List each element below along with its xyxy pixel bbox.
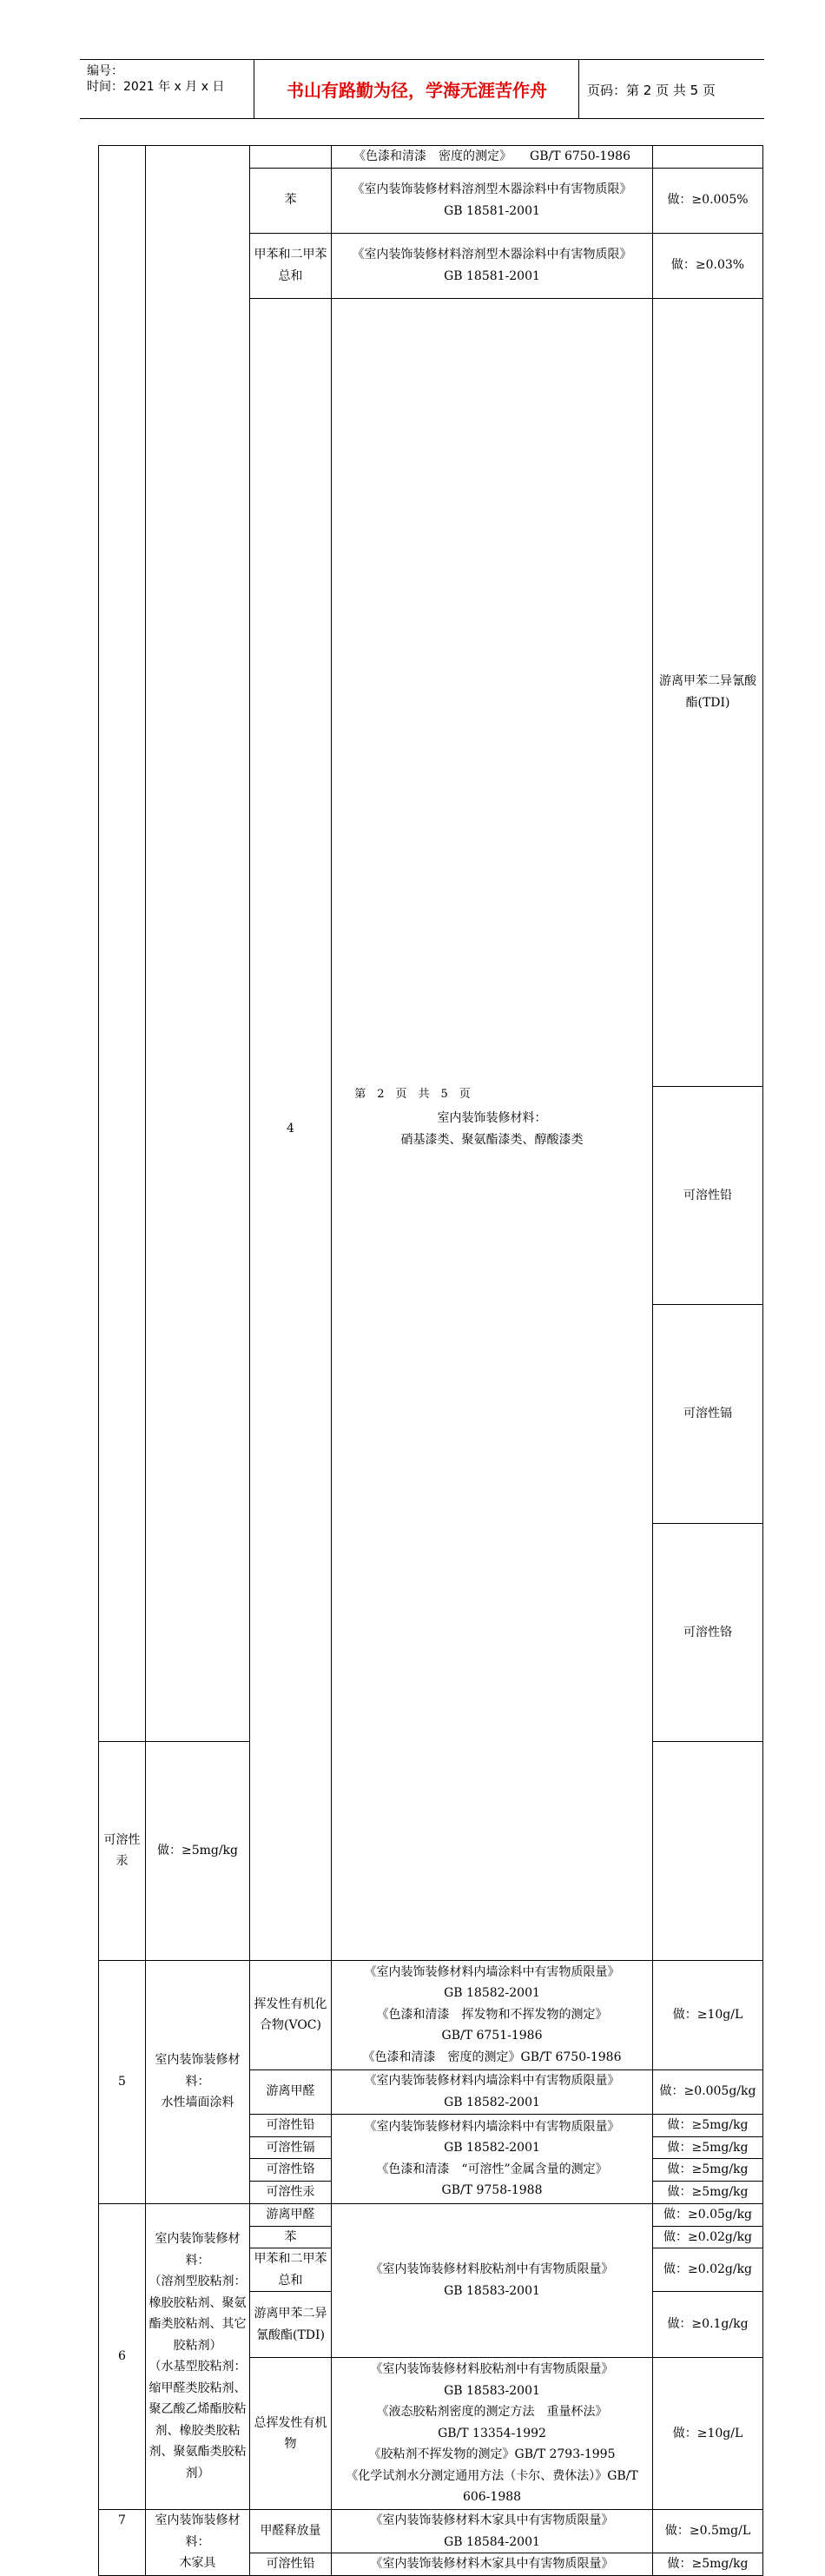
cell-text-line: GB 18581-2001 [444, 268, 540, 283]
table-cell [332, 2069, 653, 2114]
cell-text-line: GB/T 13354-1992 [438, 2426, 546, 2440]
cell-text-line: 《胶粘剂不挥发物的测定》GB/T 2793-1995 [368, 2447, 616, 2462]
header-info [87, 63, 224, 95]
table-cell [653, 2182, 763, 2204]
table-cell [653, 2248, 763, 2292]
cell-text-line: 4 [287, 1122, 294, 1136]
cell-text-line: GB/T 9758-1988 [441, 2183, 543, 2197]
cell-text-line: 《色漆和清漆 密度的测定》GB/T 6750-1986 [362, 2050, 622, 2064]
cell-text-line: 苯 [284, 193, 297, 208]
table-cell [332, 2358, 653, 2510]
table-cell [250, 233, 332, 298]
cell-text-line: GB 18583-2001 [444, 2383, 540, 2398]
table-cell [146, 2203, 250, 2510]
cell-text-line: 可溶性汞 [103, 1832, 141, 1869]
cell-text-line: GB/T 6751-1986 [441, 2029, 543, 2043]
standards-table [98, 145, 763, 2576]
cell-text-line: 可溶性铅 [266, 2557, 315, 2571]
cell-text-line: GB 18583-2001 [444, 2283, 540, 2298]
cell-text-line: 《室内装饰装修材料内墙涂料中有害物质限量》 [364, 1964, 620, 1979]
cell-text-line: GB 18584-2001 [444, 2534, 540, 2549]
cell-text-line: （水基型胶粘剂：缩甲醛类胶粘剂、聚乙酸乙烯酯胶粘剂、橡胶类胶粘剂、聚氨酯类胶粘剂） [148, 2360, 247, 2480]
cell-text-line: 做：≥0.005g/kg [659, 2084, 756, 2099]
table-cell [146, 146, 250, 1742]
cell-text-line: 室内装饰装修材料： [155, 2513, 241, 2549]
table-row [99, 2203, 763, 2226]
table-cell [653, 146, 763, 169]
cell-text-line: 《室内装饰装修材料内墙涂料中有害物质限量》 [364, 2074, 620, 2088]
table-cell [99, 1742, 146, 1960]
table-cell [653, 2114, 763, 2136]
table-cell [332, 146, 653, 169]
document-time-label: 时间：2021 年 x 月 x 日 [87, 80, 225, 94]
cell-text-line: 室内装饰装修材料： [437, 1111, 547, 1125]
table-cell [250, 2292, 332, 2358]
table-cell [146, 2510, 250, 2576]
cell-text-line: 做：≥10g/L [672, 2426, 743, 2440]
cell-text-line: 《色漆和清漆 密度的测定》 GB/T 6750-1986 [353, 149, 630, 163]
cell-text-line: 可溶性镉 [266, 2140, 315, 2155]
table-row [99, 1960, 763, 2069]
cell-text-line: GB 18582-2001 [444, 2141, 540, 2155]
table-cell [653, 1960, 763, 2069]
cell-text-line: 做：≥0.05g/kg [663, 2207, 753, 2222]
cell-text-line: 总挥发性有机物 [254, 2415, 327, 2451]
table-cell [250, 2114, 332, 2136]
header-page-number: 页码：第 2 页 共 5 页 [587, 83, 716, 98]
cell-text-line: 《色漆和清漆 挥发物和不挥发物的测定》 [376, 2007, 608, 2022]
cell-text-line: 可溶性铅 [266, 2117, 315, 2132]
standards-table-body [99, 146, 763, 2576]
cell-text-line: 硝基漆类、聚氨酯漆类、醇酸漆类 [400, 1132, 584, 1147]
cell-text-line: 6 [118, 2349, 126, 2363]
table-cell [332, 2203, 653, 2358]
table-cell [653, 2136, 763, 2159]
cell-text-line: GB 18582-2001 [444, 1986, 540, 2001]
table-cell [250, 2553, 332, 2576]
table-cell [250, 2358, 332, 2510]
table-cell [250, 2248, 332, 2292]
table-cell [250, 1960, 332, 2069]
table-cell [250, 2069, 332, 2114]
cell-text-line: 做：≥10g/L [672, 2007, 743, 2022]
table-cell [653, 2358, 763, 2510]
cell-text-line: （溶剂型胶粘剂：橡胶胶粘剂、聚氨酯类胶粘剂、其它胶粘剂） [148, 2275, 247, 2353]
cell-text-line: 做：≥5mg/kg [667, 2557, 749, 2571]
table-cell [250, 146, 332, 169]
table-cell [653, 2553, 763, 2576]
table-cell [250, 2182, 332, 2204]
cell-text-line: 游离甲醛 [266, 2207, 315, 2222]
table-cell [653, 2203, 763, 2226]
cell-text-line: 7 [118, 2513, 126, 2527]
cell-text-line: 做：≥0.5mg/L [664, 2524, 751, 2539]
cell-text-line: 《室内装饰装修材料胶粘剂中有害物质限量》 [370, 2362, 614, 2377]
table-cell [250, 2510, 332, 2553]
table-cell [250, 2203, 332, 2226]
table-row [99, 2510, 763, 2553]
table-cell [250, 168, 332, 233]
table-cell [653, 1523, 763, 1741]
page-header [80, 59, 764, 119]
table-cell [250, 298, 332, 1960]
cell-text-line: 做：≥0.02g/kg [663, 2262, 753, 2277]
cell-text-line: 做：≥5mg/kg [667, 2162, 749, 2177]
cell-text-line: 室内装饰装修材料： [155, 2053, 241, 2089]
cell-text-line: 做：≥5mg/kg [667, 2140, 749, 2155]
table-cell [250, 2226, 332, 2248]
table-cell [332, 2510, 653, 2553]
cell-text-line: 苯 [284, 2229, 297, 2244]
cell-text-line: 可溶性铅 [683, 1188, 732, 1202]
table-cell [653, 298, 763, 1087]
table-row [99, 146, 763, 169]
table-cell [653, 2226, 763, 2248]
table-cell [250, 2136, 332, 2159]
cell-text-line: 做：≥0.03% [670, 258, 745, 273]
cell-text-line: 可溶性汞 [266, 2185, 315, 2199]
cell-text-line: 《室内装饰装修材料溶剂型木器涂料中有害物质限》 [352, 182, 632, 196]
table-cell [99, 2203, 146, 2510]
cell-text-line: 做：≥0.005% [667, 193, 749, 208]
table-cell [653, 2510, 763, 2553]
table-cell [146, 1960, 250, 2203]
table-cell [250, 2159, 332, 2182]
cell-text-line: 《液态胶粘剂密度的测定方法 重量杯法》 [376, 2405, 608, 2420]
document-number-label: 编号： [87, 64, 123, 78]
table-cell [332, 1960, 653, 2069]
cell-text-line: 《室内装饰装修材料木家具中有害物质限量》 [370, 2513, 614, 2527]
cell-text-line: 做：≥0.1g/kg [667, 2317, 749, 2332]
cell-text-line: 木家具 [179, 2556, 216, 2570]
cell-text-line: 水性墙面涂料 [161, 2096, 234, 2110]
table-cell [653, 2069, 763, 2114]
table-cell [99, 1960, 146, 2203]
table-cell [332, 298, 653, 1960]
table-cell [146, 1742, 250, 1960]
cell-text-line: 做：≥5mg/kg [667, 2117, 749, 2132]
table-cell [332, 2553, 653, 2576]
cell-text-line: 做：≥0.02g/kg [663, 2229, 753, 2244]
cell-text-line: 做：≥5mg/kg [667, 2185, 749, 2199]
cell-text-line: 游离甲醛 [266, 2084, 315, 2099]
cell-text-line: 挥发性有机化合物(VOC) [254, 1997, 327, 2032]
header-motto: 书山有路勤为径，学海无涯苦作舟 [287, 80, 547, 101]
table-cell [99, 2510, 146, 2576]
page-footer: 第 2 页 共 5 页 [354, 1088, 471, 1101]
table-cell [653, 2159, 763, 2182]
cell-text-line: 可溶性铬 [683, 1625, 732, 1639]
table-cell [332, 2114, 653, 2203]
table-cell [653, 233, 763, 298]
cell-text-line: 甲苯和二甲苯总和 [254, 2252, 327, 2288]
cell-text-line: GB 18582-2001 [444, 2095, 540, 2109]
table-cell [653, 1305, 763, 1523]
cell-text-line: 《室内装饰装修材料胶粘剂中有害物质限量》 [370, 2262, 614, 2277]
table-cell [653, 2292, 763, 2358]
cell-text-line: 《化学试剂水分测定通用方法（卡尔、费休法）》GB/T 606-1988 [346, 2468, 638, 2505]
cell-text-line: 《室内装饰装修材料溶剂型木器涂料中有害物质限》 [352, 248, 632, 262]
table-cell [332, 168, 653, 233]
cell-text-line: 《室内装饰装修材料木家具中有害物质限量》 [370, 2557, 614, 2571]
table-cell [99, 146, 146, 1742]
cell-text-line: 游离甲苯二异氰酸酯(TDI) [254, 2307, 327, 2342]
table-cell [653, 168, 763, 233]
cell-text-line: 甲醛释放量 [260, 2524, 321, 2539]
cell-text-line: 做：≥5mg/kg [156, 1844, 239, 1858]
cell-text-line: 《室内装饰装修材料内墙涂料中有害物质限量》 [364, 2119, 620, 2134]
cell-text-line: 甲苯和二甲苯总和 [254, 248, 327, 283]
cell-text-line: 可溶性铬 [266, 2162, 315, 2177]
cell-text-line: 室内装饰装修材料： [155, 2232, 241, 2268]
cell-text-line: 游离甲苯二异氰酸酯(TDI) [659, 674, 756, 710]
cell-text-line: 可溶性镉 [683, 1407, 732, 1421]
table-cell [653, 1087, 763, 1305]
header-divider [578, 60, 579, 118]
cell-text-line: 5 [118, 2074, 126, 2089]
cell-text-line: 《色漆和清漆 “可溶性”金属含量的测定》 [376, 2162, 608, 2176]
table-cell [332, 233, 653, 298]
cell-text-line: GB 18581-2001 [444, 203, 540, 218]
